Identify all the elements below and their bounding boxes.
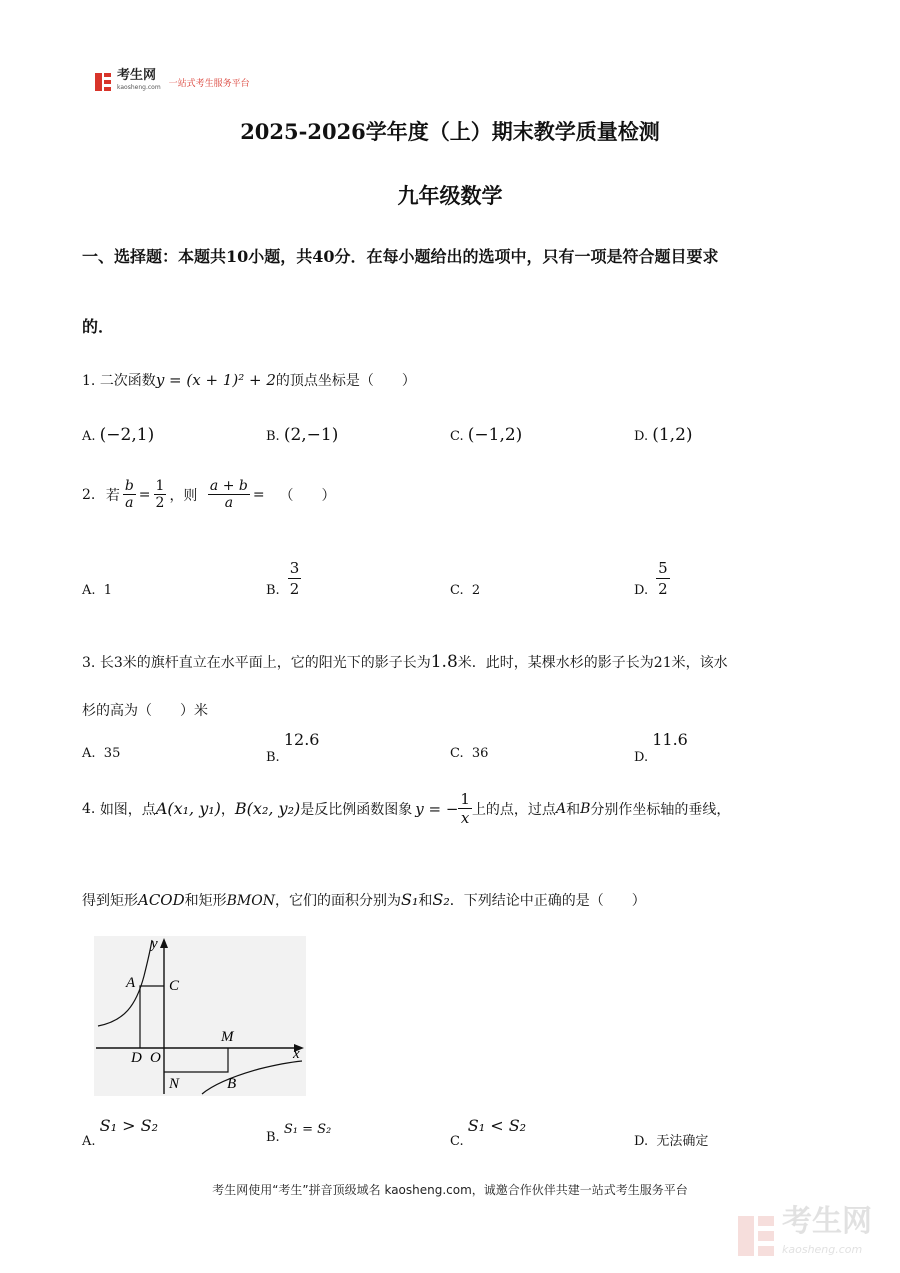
watermark: [738, 1204, 872, 1264]
section-heading-line2: 的．: [82, 317, 115, 336]
label-b: B: [227, 1076, 237, 1092]
q1-option-c[interactable]: C. (−1,2): [450, 425, 523, 445]
q2-option-a[interactable]: A. 1: [82, 583, 113, 598]
watermark-text: 考生网: [782, 1204, 872, 1239]
label-y: y: [151, 936, 158, 952]
q1-option-d[interactable]: D. (1,2): [634, 425, 693, 445]
logo-icon: [95, 73, 111, 91]
q4-option-a[interactable]: A. S₁ > S₂: [82, 1116, 158, 1149]
q2-option-d[interactable]: D. $\frac{5}{2}$: [634, 559, 668, 598]
watermark-domain: kaosheng.com: [782, 1243, 863, 1256]
exam-title: 2025-2026学年度（上）期末教学质量检测: [240, 119, 660, 144]
label-x: x: [293, 1046, 300, 1062]
section-heading-line1: 一、选择题：本题共10小题，共40分．在每小题给出的选项中，只有一项是符合题目要求: [82, 247, 719, 266]
q4-option-d[interactable]: D. 无法确定: [634, 1134, 709, 1149]
label-c: C: [169, 978, 180, 994]
q1-option-b[interactable]: B. (2,−1): [266, 425, 339, 445]
q3-option-a[interactable]: A. 35: [82, 746, 121, 761]
q4-option-b[interactable]: B. S₁ = S₂: [266, 1122, 332, 1145]
q1-option-a[interactable]: A. (−2,1): [82, 425, 155, 445]
q2-fraction-target: $\frac{a + b}{a}$: [209, 478, 248, 511]
exam-subtitle: 九年级数学: [397, 183, 503, 208]
question-4-line2: 得到矩形ACOD和矩形BMON，它们的面积分别为S₁和S₂．下列结论中正确的是（ ）: [82, 890, 646, 909]
label-m: M: [221, 1029, 234, 1045]
label-a: A: [126, 975, 136, 991]
q4-graph: [94, 936, 306, 1096]
label-o: O: [150, 1050, 161, 1066]
logo-slogan: 一站式考生服务平台: [168, 78, 250, 89]
logo-domain: kaosheng.com: [117, 84, 161, 91]
q2-option-b[interactable]: B. $\frac{3}{2}$: [266, 559, 300, 598]
watermark-logo-icon: [738, 1216, 774, 1256]
q1-formula: y = (x + 1)² + 2: [155, 371, 276, 389]
label-d: D: [131, 1050, 142, 1066]
q4-function-fraction: $\frac{1}{x}$: [460, 790, 470, 827]
q2-option-c[interactable]: C. 2: [450, 583, 481, 598]
q3-option-c[interactable]: C. 36: [450, 746, 489, 761]
header-logo: [95, 70, 250, 94]
q2-fraction-b-over-a: $\frac{b}{a}$: [124, 478, 134, 511]
q4-point-a: A(x₁, y₁): [155, 799, 221, 818]
q3-option-d[interactable]: D. 11.6: [634, 730, 688, 765]
question-3-line2: 杉的高为（ ）米: [82, 703, 208, 719]
q3-option-b[interactable]: B. 12.6: [266, 730, 320, 765]
question-3-line1: 3. 长3米的旗杆直立在水平面上，它的阳光下的影子长为1.8米．此时，某棵水杉的影子长为21米，该水: [82, 652, 728, 672]
label-n: N: [169, 1076, 180, 1092]
logo-brand: 考生网 kaosheng.com: [117, 70, 161, 94]
q4-option-c[interactable]: C. S₁ < S₂: [450, 1116, 527, 1149]
question-2: 2. 若 $\frac{b}{a}$ = $\frac{1}{2}$ ，则 $\frac{a + b}{a}$ = （ ）: [82, 478, 336, 511]
q2-fraction-half: $\frac{1}{2}$: [155, 478, 165, 511]
page-footer: 考生网使用“考生”拼音顶级域名 kaosheng.com，诚邀合作伙伴共建一站式考生服务平台: [212, 1183, 688, 1197]
q4-point-b: B(x₂, y₂): [234, 799, 301, 818]
question-4-line1: 4. 如图，点 A(x₁, y₁) ， B(x₂, y₂) 是反比例函数图象 y = − $\frac{1}{x}$ 上的点，过点 A 和 B 分别作坐标轴的垂线，: [82, 790, 731, 827]
question-1: 1. 二次函数y = (x + 1)² + 2的顶点坐标是（ ）: [82, 371, 416, 389]
